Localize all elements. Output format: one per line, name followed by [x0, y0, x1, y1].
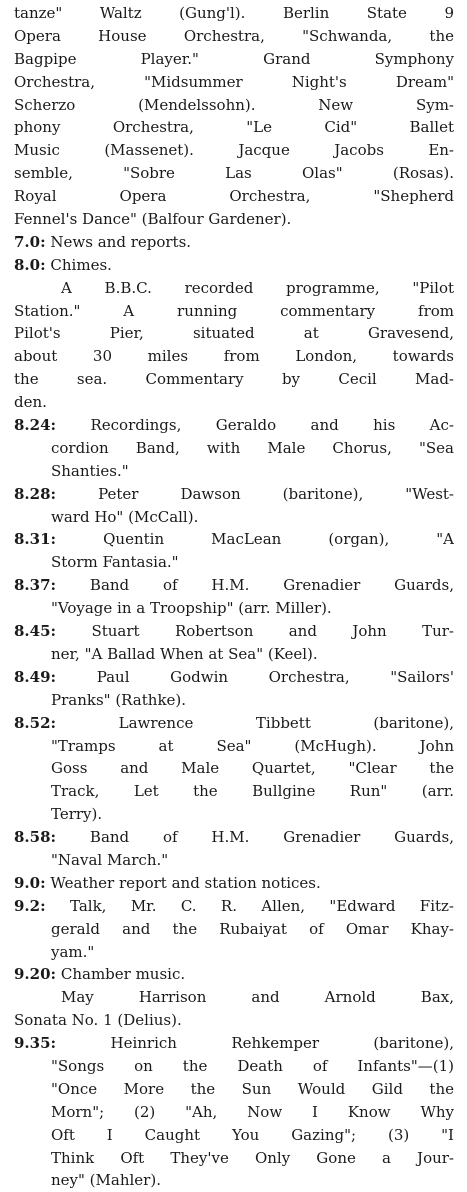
intro-line: Orchestra, "Midsummer Night's Dream": [14, 72, 454, 91]
entry-first-line: [14, 620, 454, 643]
programme-entry: [14, 963, 454, 1032]
entry-first-line: [14, 528, 454, 551]
entry-time: 8.58:: [14, 828, 57, 847]
entry-continuation-line: ney" (Mahler).: [51, 1171, 161, 1190]
entry-first-line: [14, 826, 454, 849]
entry-continuation-line: "Tramps at Sea" (McHugh). John: [51, 736, 454, 755]
entry-first-line: [14, 712, 454, 735]
entry-time: 8.24:: [14, 416, 57, 435]
entry-text: News and reports.: [50, 232, 192, 251]
entry-first-line: [14, 872, 454, 895]
entry-continuation-line: Shanties.": [51, 461, 129, 480]
programme-entries: [14, 231, 454, 1192]
entry-first-line: [14, 1032, 454, 1055]
programme-entry: [14, 826, 454, 872]
entry-continuation-line: Pranks" (Rathke).: [51, 690, 187, 709]
entry-text: Lawrence Tibbett (baritone),: [118, 713, 454, 732]
intro-line: Music (Massenet). Jacque Jacobs En-: [14, 141, 454, 160]
programme-entry: [14, 254, 454, 414]
entry-continuation-line: Track, Let the Bullgine Run" (arr.: [51, 782, 454, 801]
entry-first-line: [14, 963, 454, 986]
entry-time: 9.2:: [14, 896, 46, 915]
entry-first-line: [14, 231, 454, 254]
radio-programme-column: [14, 2, 454, 1192]
intro-line: Opera House Orchestra, "Schwanda, the: [14, 26, 454, 45]
entry-continuation-line: Terry).: [51, 805, 103, 824]
entry-first-line: [14, 895, 454, 918]
entry-text: Stuart Robertson and John Tur-: [91, 622, 454, 641]
entry-time: 9.35:: [14, 1034, 57, 1053]
entry-continuation-line: ward Ho" (McCall).: [51, 507, 199, 526]
programme-entry: [14, 574, 454, 620]
entry-first-line: [14, 666, 454, 689]
entry-first-line: [14, 254, 454, 277]
entry-text: Chimes.: [50, 255, 112, 274]
entry-detail-line: den.: [14, 393, 47, 412]
entry-time: 8.0:: [14, 255, 46, 274]
entry-text: Paul Godwin Orchestra, "Sailors': [96, 667, 454, 686]
entry-time: 8.45:: [14, 622, 57, 641]
entry-time: 7.0:: [14, 232, 46, 251]
entry-continuation-line: Morn"; (2) "Ah, Now I Know Why: [51, 1102, 454, 1121]
intro-line: Bagpipe Player." Grand Symphony: [14, 49, 454, 68]
entry-text: Heinrich Rehkemper (baritone),: [110, 1034, 454, 1053]
programme-entry: [14, 414, 454, 483]
entry-detail-line: Sonata No. 1 (Delius).: [14, 1011, 182, 1030]
entry-text: Band of H.M. Grenadier Guards,: [89, 576, 454, 595]
entry-text: Peter Dawson (baritone), "West-: [98, 484, 454, 503]
programme-entry: [14, 483, 454, 529]
programme-entry: [14, 528, 454, 574]
entry-continuation-line: cordion Band, with Male Chorus, "Sea: [51, 438, 454, 457]
entry-continuation-line: "Once More the Sun Would Gild the: [51, 1079, 454, 1098]
entry-detail-line: May Harrison and Arnold Bax,: [61, 988, 454, 1007]
entry-first-line: [14, 483, 454, 506]
entry-time: 8.28:: [14, 484, 57, 503]
entry-time: 8.37:: [14, 576, 57, 595]
programme-entry: [14, 231, 454, 254]
entry-continuation-line: Think Oft They've Only Gone a Jour-: [51, 1148, 454, 1167]
entry-time: 8.31:: [14, 530, 57, 549]
entry-continuation-line: gerald and the Rubaiyat of Omar Khay-: [51, 919, 454, 938]
entry-time: 8.52:: [14, 713, 57, 732]
programme-entry: [14, 620, 454, 666]
entry-time: 9.20:: [14, 965, 57, 984]
programme-entry: [14, 1032, 454, 1192]
entry-continuation-line: Goss and Male Quartet, "Clear the: [51, 759, 454, 778]
entry-text: Recordings, Geraldo and his Ac-: [90, 416, 454, 435]
entry-detail-line: the sea. Commentary by Cecil Mad-: [14, 370, 454, 389]
entry-first-line: [14, 414, 454, 437]
entry-time: 8.49:: [14, 667, 57, 686]
entry-text: Quentin MacLean (organ), "A: [103, 530, 454, 549]
entry-time: 9.0:: [14, 873, 46, 892]
entry-continuation-line: ner, "A Ballad When at Sea" (Keel).: [51, 644, 318, 663]
programme-entry: [14, 895, 454, 964]
entry-detail-line: A B.B.C. recorded programme, "Pilot: [61, 278, 454, 297]
intro-line: Scherzo (Mendelssohn). New Sym-: [14, 95, 454, 114]
entry-text: Talk, Mr. C. R. Allen, "Edward Fitz-: [70, 896, 454, 915]
entry-first-line: [14, 574, 454, 597]
intro-line: Royal Opera Orchestra, "Shepherd: [14, 187, 454, 206]
entry-continuation-line: "Songs on the Death of Infants"—(1): [51, 1056, 454, 1075]
programme-entry: [14, 666, 454, 712]
intro-line: Fennel's Dance" (Balfour Gardener).: [14, 210, 292, 229]
entry-text: Band of H.M. Grenadier Guards,: [89, 828, 454, 847]
entry-continuation-line: yam.": [51, 942, 95, 961]
programme-entry: [14, 872, 454, 895]
entry-text: Weather report and station notices.: [50, 873, 321, 892]
entry-continuation-line: Storm Fantasia.": [51, 553, 179, 572]
intro-paragraph: [14, 2, 454, 231]
intro-line: phony Orchestra, "Le Cid" Ballet: [14, 118, 454, 137]
entry-continuation-line: "Naval March.": [51, 850, 169, 869]
programme-entry: [14, 712, 454, 826]
entry-detail-line: Pilot's Pier, situated at Gravesend,: [14, 324, 454, 343]
intro-line: semble, "Sobre Las Olas" (Rosas).: [14, 164, 454, 183]
entry-detail-line: about 30 miles from London, towards: [14, 347, 454, 366]
entry-detail-line: Station." A running commentary from: [14, 301, 454, 320]
entry-continuation-line: "Voyage in a Troopship" (arr. Miller).: [51, 599, 332, 618]
entry-continuation-line: Oft I Caught You Gazing"; (3) "I: [51, 1125, 454, 1144]
intro-line: tanze" Waltz (Gung'l). Berlin State 9: [14, 4, 454, 22]
entry-text: Chamber music.: [60, 965, 186, 984]
